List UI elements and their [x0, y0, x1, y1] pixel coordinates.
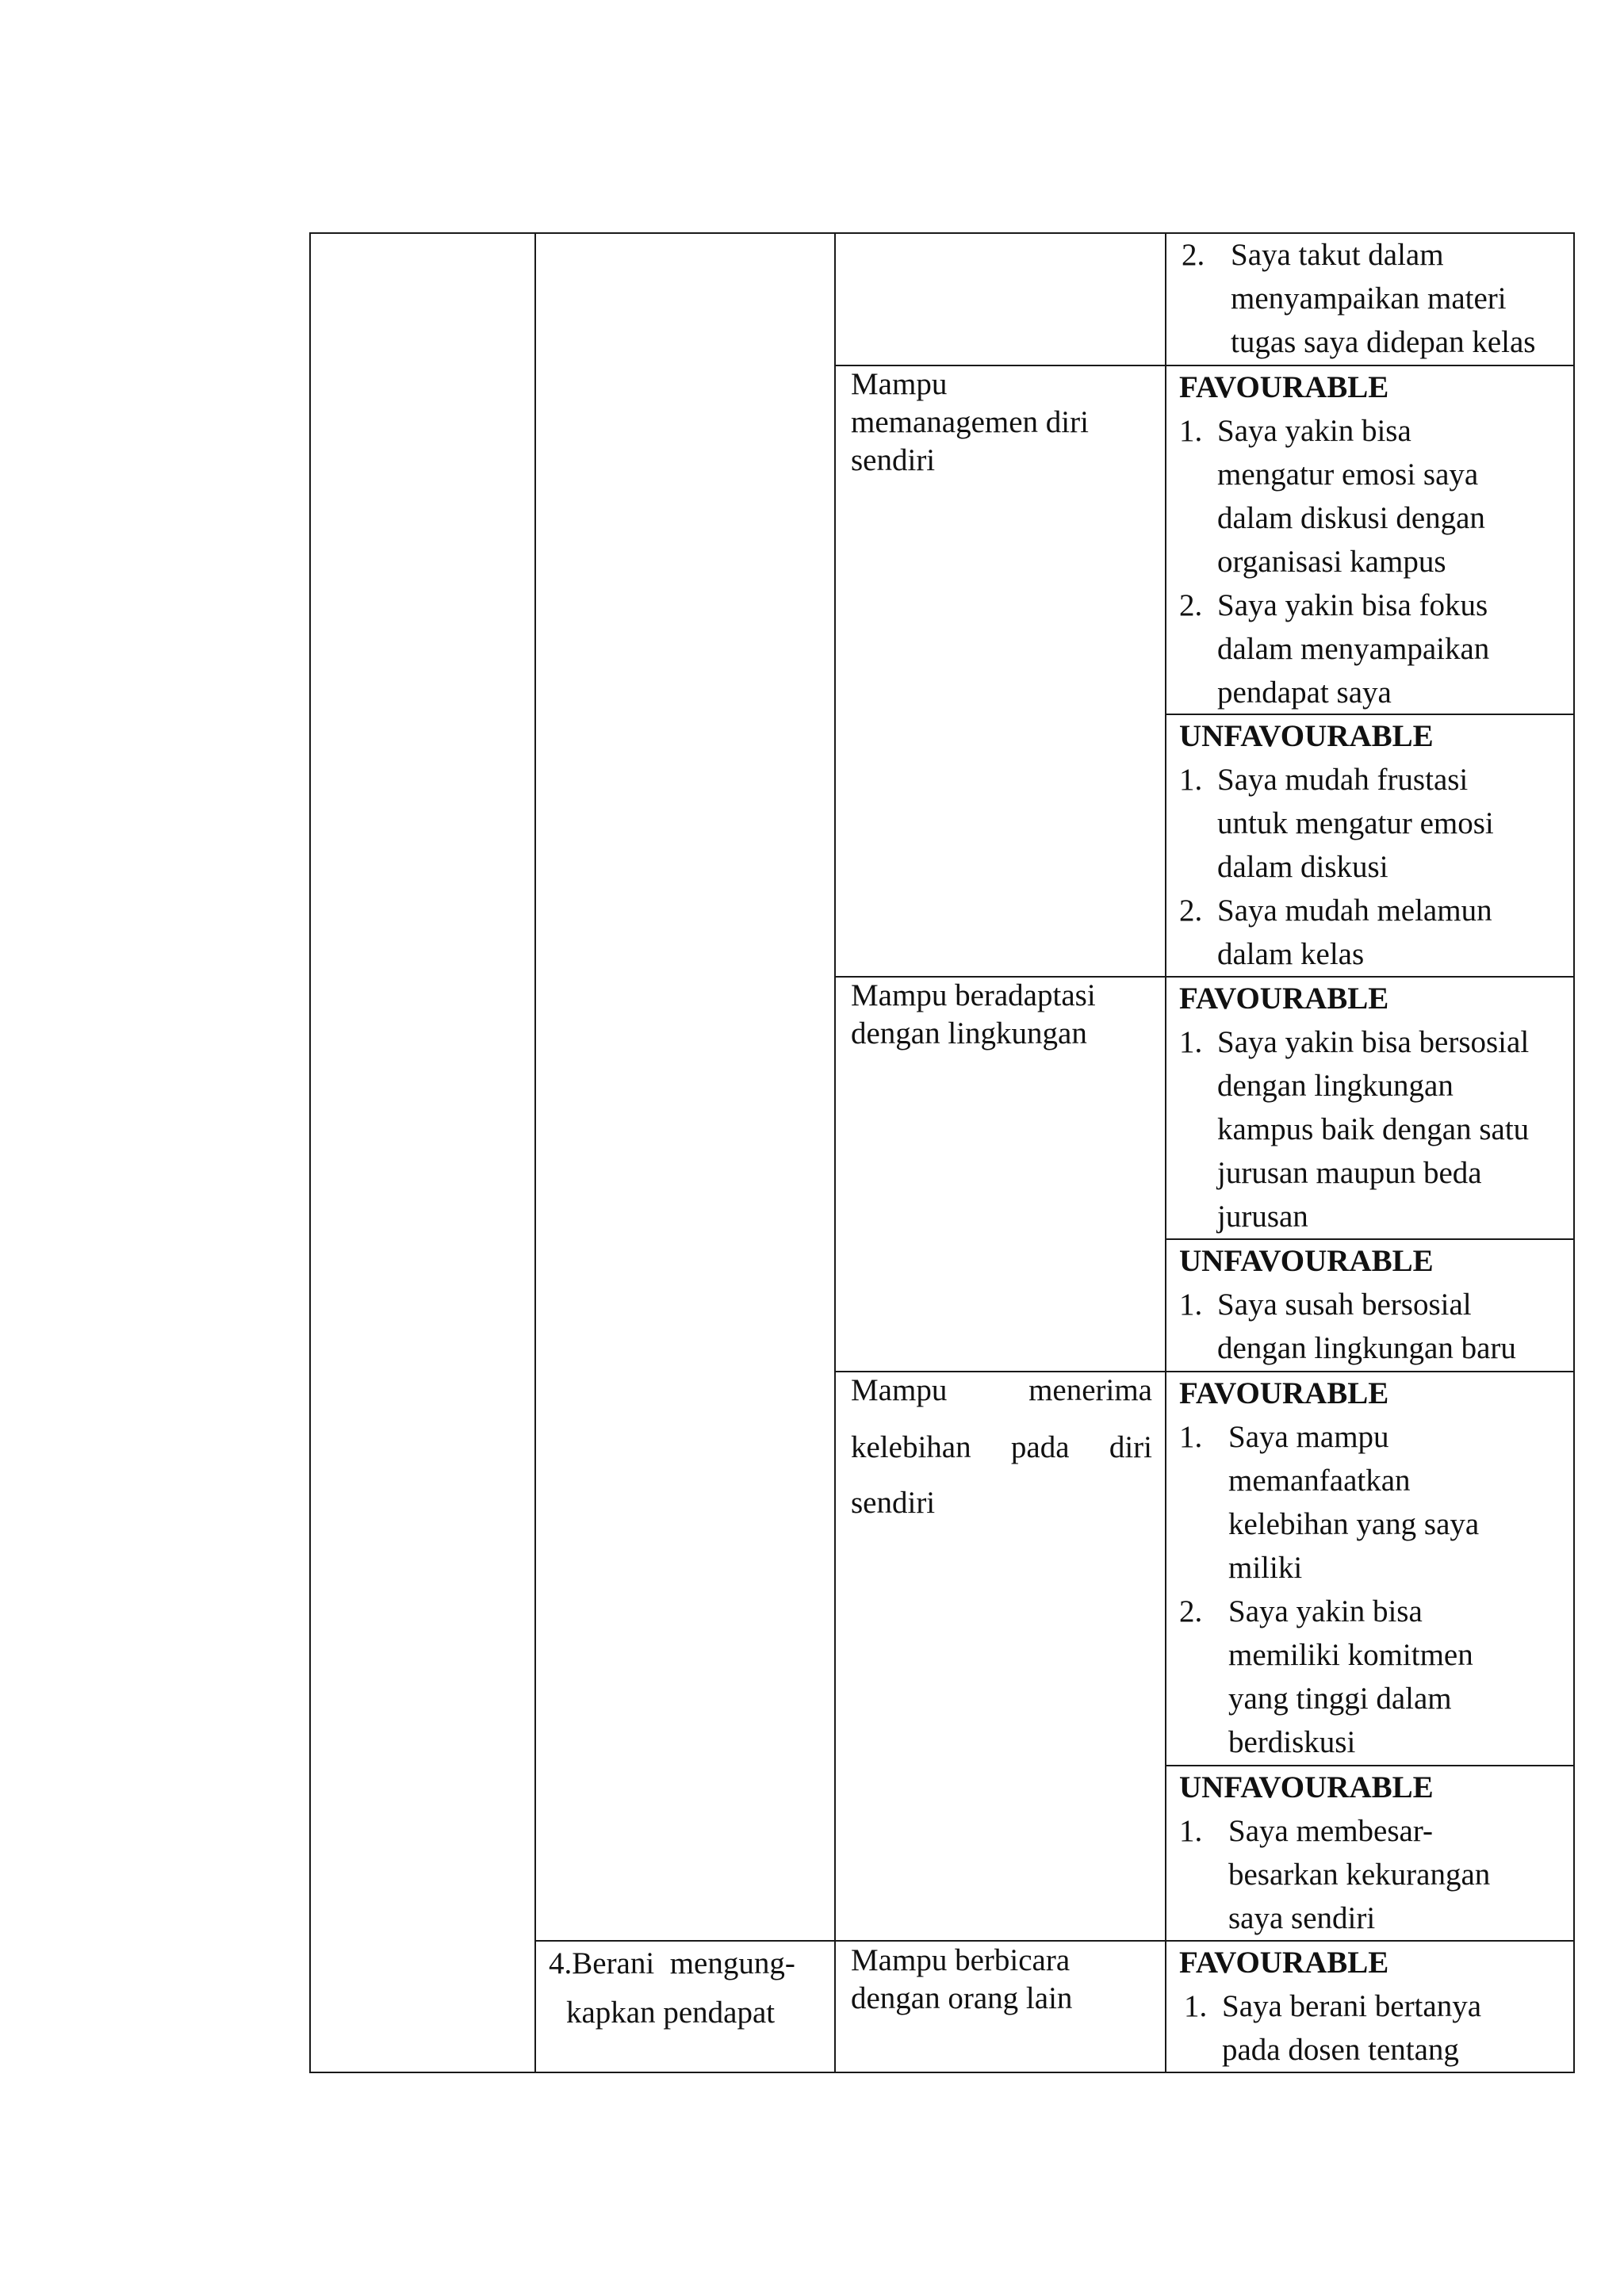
item-number: 1.: [1179, 1288, 1203, 1322]
indicator-cell: [851, 1942, 1072, 2018]
item-line: Saya membesar-: [1228, 1814, 1434, 1848]
item-number: 1.: [1184, 1989, 1208, 2023]
indicator-line: Mampu berbicara: [851, 1943, 1071, 1977]
item-line: dalam diskusi dengan: [1217, 501, 1485, 535]
item-line: Saya yakin bisa fokus: [1217, 588, 1488, 622]
item-line: Saya takut dalam: [1231, 238, 1444, 272]
indicator-word: menerima: [1028, 1373, 1152, 1407]
item-line: organisasi kampus: [1217, 545, 1446, 579]
item-number: 1.: [1179, 1420, 1203, 1454]
indicator-cell: [851, 365, 1089, 480]
item-number: 2.: [1179, 588, 1203, 622]
item-line: Saya susah bersosial: [1217, 1288, 1472, 1322]
indicator-word: pada: [1010, 1430, 1070, 1464]
indicator-line: Mampu: [851, 367, 948, 401]
item-line: dalam menyampaikan: [1217, 632, 1490, 666]
item-number: 2.: [1182, 238, 1205, 272]
item-number: 1.: [1179, 763, 1203, 797]
column-divider-1: [534, 232, 536, 2073]
unfavourable-heading: UNFAVOURABLE: [1179, 1244, 1434, 1278]
item-line: kampus baik dengan satu: [1217, 1112, 1530, 1146]
item-line: berdiskusi: [1228, 1725, 1356, 1759]
table-border-right: [1573, 232, 1575, 2073]
column-divider-3: [1165, 232, 1166, 2073]
indicator-word: Mampu: [851, 1373, 948, 1407]
item-line: Saya yakin bisa bersosial: [1217, 1025, 1530, 1059]
item-line: pada dosen tentang: [1222, 2033, 1459, 2067]
item-line: dengan lingkungan baru: [1217, 1331, 1516, 1365]
item-line: dalam kelas: [1217, 937, 1365, 971]
table-border-left: [309, 232, 311, 2073]
indicator-word: diri: [1109, 1430, 1152, 1464]
item-number: 1.: [1179, 1025, 1203, 1059]
item-line: Saya berani bertanya: [1222, 1989, 1482, 2023]
column-divider-2: [834, 232, 836, 2073]
item-line: Saya mampu: [1228, 1420, 1389, 1454]
indicator-word: kelebihan: [851, 1430, 971, 1464]
indicator-line: Mampu beradaptasi: [851, 978, 1096, 1012]
item-number: 1.: [1179, 1814, 1203, 1848]
indicator-line: [851, 1429, 1152, 1465]
item-line: mengatur emosi saya: [1217, 457, 1479, 492]
item-line: saya sendiri: [1228, 1901, 1376, 1935]
favourable-heading: FAVOURABLE: [1179, 370, 1389, 404]
item-line: jurusan: [1217, 1200, 1308, 1234]
item-line: pendapat saya: [1217, 675, 1392, 710]
unfavourable-heading: UNFAVOURABLE: [1179, 1770, 1434, 1804]
item-line: menyampaikan materi: [1231, 281, 1507, 316]
item-line: dalam diskusi: [1217, 850, 1388, 884]
item-line: Saya yakin bisa: [1217, 414, 1411, 448]
indicator-line: memanagemen diri: [851, 405, 1089, 439]
aspect-cell: 4.Berani mengung-: [549, 1946, 795, 1980]
item-line: miliki: [1228, 1551, 1303, 1585]
item-line: memiliki komitmen: [1228, 1638, 1473, 1672]
item-line: besarkan kekurangan: [1228, 1858, 1491, 1892]
indicator-line: sendiri: [851, 443, 936, 477]
item-line: dengan lingkungan: [1217, 1069, 1454, 1103]
item-line: Saya mudah frustasi: [1217, 763, 1469, 797]
indicator-cell: [851, 977, 1096, 1053]
item-line: Saya yakin bisa: [1228, 1594, 1423, 1628]
favourable-heading: FAVOURABLE: [1179, 1376, 1389, 1410]
unfavourable-heading: UNFAVOURABLE: [1179, 719, 1434, 753]
item-line: memanfaatkan: [1228, 1464, 1411, 1498]
table-border-bottom: [309, 2072, 1575, 2073]
item-line: yang tinggi dalam: [1228, 1682, 1452, 1716]
item-line: tugas saya didepan kelas: [1231, 325, 1536, 359]
item-number: 2.: [1179, 1594, 1203, 1628]
indicator-line: dengan lingkungan: [851, 1016, 1087, 1050]
item-line: jurusan maupun beda: [1217, 1156, 1482, 1190]
item-number: 1.: [1179, 414, 1203, 448]
indicator-line: [851, 1372, 1152, 1408]
favourable-heading: FAVOURABLE: [1179, 1946, 1389, 1980]
item-number: 2.: [1179, 894, 1203, 928]
indicator-line: sendiri: [851, 1486, 936, 1520]
item-line: untuk mengatur emosi: [1217, 806, 1494, 840]
item-line: kelebihan yang saya: [1228, 1507, 1480, 1541]
favourable-heading: FAVOURABLE: [1179, 982, 1389, 1016]
indicator-line: dengan orang lain: [851, 1981, 1073, 2015]
item-line: Saya mudah melamun: [1217, 894, 1492, 928]
aspect-cell-continued: kapkan pendapat: [566, 1996, 776, 2030]
